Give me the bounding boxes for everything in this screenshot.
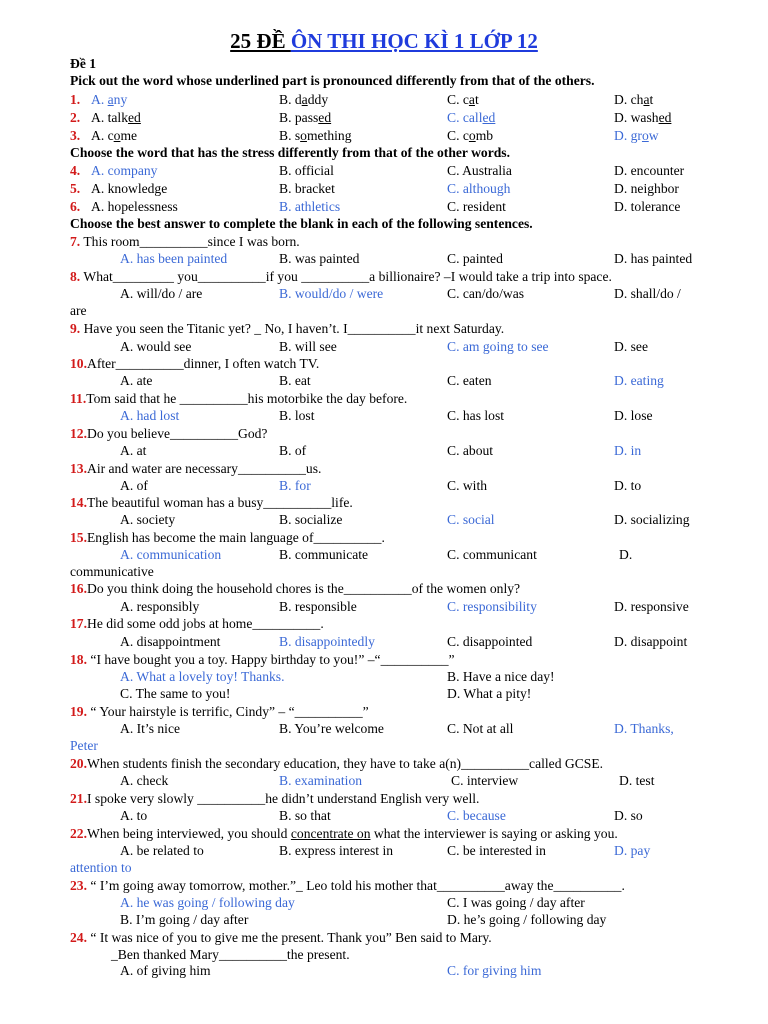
option-c[interactable]: C. am going to see	[447, 339, 549, 354]
question-3: 3.	[70, 128, 81, 143]
question-7: 7. This room__________since I was born.	[70, 234, 300, 249]
option-d[interactable]: D. eating	[614, 373, 664, 388]
option-d[interactable]: D. shall/do /	[614, 286, 681, 301]
option-d-continued: attention to	[70, 860, 132, 875]
question-24: 24. “ It was nice of you to give me the present. Thank you” Ben said to Mary.	[70, 930, 492, 945]
option-b[interactable]: B. daddy	[279, 92, 329, 107]
question-20: 20.When students finish the secondary education, they have to take a(n)__________called GCSE.	[70, 756, 604, 771]
option-c[interactable]: C. responsibility	[447, 599, 537, 614]
option-d[interactable]: D. disappoint	[614, 634, 688, 649]
section-heading: Choose the best answer to complete the blank in each of the following sentences.	[70, 216, 533, 231]
option-d[interactable]: D. so	[614, 808, 643, 823]
question-13: 13.Air and water are necessary__________us.	[70, 461, 322, 476]
option-a[interactable]: A. knowledge	[91, 181, 168, 196]
question-2: 2.	[70, 110, 81, 125]
option-c[interactable]: C. I was going / day after	[447, 895, 585, 910]
question-18: 18. “I have bought you a toy. Happy birthday to you!” –“__________”	[70, 652, 455, 667]
question-5: 5.	[70, 181, 81, 196]
option-a[interactable]: A. at	[120, 443, 147, 458]
question-1: 1.	[70, 92, 81, 107]
option-b[interactable]: B. responsible	[279, 599, 357, 614]
option-b[interactable]: B. will see	[279, 339, 337, 354]
option-a[interactable]: A. responsibly	[120, 599, 200, 614]
option-c[interactable]: C. can/do/was	[447, 286, 525, 301]
option-c[interactable]: C. for giving him	[447, 963, 542, 978]
option-b[interactable]: B. official	[279, 163, 334, 178]
option-a[interactable]: A. check	[120, 773, 169, 788]
option-c[interactable]: C. with	[447, 478, 488, 493]
option-b[interactable]: B. express interest in	[279, 843, 394, 858]
question-11: 11.Tom said that he __________his motorbike the day before.	[70, 391, 408, 406]
option-c[interactable]: C. communicant	[447, 547, 537, 562]
question-9: 9. Have you seen the Titanic yet? _ No, I haven’t. I__________it next Saturday.	[70, 321, 505, 336]
option-b[interactable]: B. lost	[279, 408, 315, 423]
question-6: 6.	[70, 199, 81, 214]
question-14: 14.The beautiful woman has a busy__________life.	[70, 495, 353, 510]
option-d[interactable]: D. encounter	[614, 163, 685, 178]
option-c[interactable]: C. called	[447, 110, 496, 125]
option-a[interactable]: A. any	[91, 92, 128, 107]
set-label: Đề 1	[70, 56, 97, 71]
option-c[interactable]: C. Not at all	[447, 721, 514, 736]
option-d[interactable]: D. What a pity!	[447, 686, 532, 701]
question-10: 10.After__________dinner, I often watch TV.	[70, 356, 320, 371]
option-d[interactable]: D. washed	[614, 110, 672, 125]
option-c[interactable]: C. comb	[447, 128, 494, 143]
option-d[interactable]: D. has painted	[614, 251, 693, 266]
option-a[interactable]: A. ate	[120, 373, 153, 388]
option-b[interactable]: B. was painted	[279, 251, 360, 266]
option-c[interactable]: C. because	[447, 808, 506, 823]
page-title: 25 ĐỀ ÔN THI HỌC KÌ 1 LỚP 12	[230, 29, 538, 53]
question-17: 17.He did some odd jobs at home__________.	[70, 616, 324, 631]
option-d[interactable]: D. see	[614, 339, 648, 354]
question-23: 23. “ I’m going away tomorrow, mother.”_ Leo told his mother that__________away the__________.	[70, 878, 625, 893]
option-a[interactable]: A. will/do / are	[120, 286, 203, 301]
option-c[interactable]: C. although	[447, 181, 511, 196]
option-a[interactable]: A. talked	[91, 110, 141, 125]
question-15: 15.English has become the main language of__________.	[70, 530, 385, 545]
question-19: 19. “ Your hairstyle is terrific, Cindy” – “__________”	[70, 704, 369, 719]
question-16: 16.Do you think doing the household chores is the__________of the women only?	[70, 581, 521, 596]
section-heading: Choose the word that has the stress differently from that of the other words.	[70, 145, 510, 160]
question-4: 4.	[70, 163, 81, 178]
option-b[interactable]: B. I’m going / day after	[120, 912, 249, 927]
option-d[interactable]: D. to	[614, 478, 642, 493]
option-c[interactable]: C. about	[447, 443, 494, 458]
option-c[interactable]: C. painted	[447, 251, 503, 266]
option-d[interactable]: D. tolerance	[614, 199, 681, 214]
option-b[interactable]: B. for	[279, 478, 311, 493]
option-d-continued: communicative	[70, 564, 154, 579]
option-d[interactable]: D. pay	[614, 843, 651, 858]
option-b[interactable]: B. examination	[279, 773, 363, 788]
option-c[interactable]: C. interview	[451, 773, 519, 788]
option-c[interactable]: C. resident	[447, 199, 506, 214]
option-a[interactable]: A. be related to	[120, 843, 204, 858]
option-d[interactable]: D. grow	[614, 128, 659, 143]
option-d[interactable]: D. lose	[614, 408, 653, 423]
option-b[interactable]: B. socialize	[279, 512, 343, 527]
question-24-rewrite: _Ben thanked Mary__________the present.	[111, 947, 350, 962]
option-c[interactable]: C. eaten	[447, 373, 492, 388]
option-a[interactable]: A. would see	[120, 339, 192, 354]
option-b[interactable]: B. Have a nice day!	[447, 669, 555, 684]
option-a[interactable]: A. It’s nice	[120, 721, 181, 736]
option-b[interactable]: B. communicate	[279, 547, 369, 562]
section-heading: Pick out the word whose underlined part is pronounced differently from that of the others.	[70, 73, 595, 88]
option-b[interactable]: B. disappointedly	[279, 634, 375, 649]
question-22: 22.When being interviewed, you should concentrate on what the interviewer is saying or asking you.	[70, 826, 618, 841]
option-b[interactable]: B. eat	[279, 373, 311, 388]
option-b[interactable]: B. would/do / were	[279, 286, 384, 301]
question-12: 12.Do you believe__________God?	[70, 426, 268, 441]
option-d[interactable]: D. socializing	[614, 512, 690, 527]
option-c[interactable]: C. cat	[447, 92, 479, 107]
option-d[interactable]: D. test	[619, 773, 655, 788]
question-8: 8. What_________ you__________if you __________a billionaire? –I would take a trip into space.	[70, 269, 612, 284]
option-b[interactable]: B. so that	[279, 808, 331, 823]
option-d[interactable]: D. responsive	[614, 599, 689, 614]
option-a[interactable]: A. of giving him	[120, 963, 211, 978]
option-a[interactable]: A. company	[91, 163, 158, 178]
option-a[interactable]: A. society	[120, 512, 176, 527]
option-b[interactable]: B. athletics	[279, 199, 341, 214]
option-d-continued: Peter	[70, 738, 98, 753]
option-a[interactable]: A. to	[120, 808, 148, 823]
option-c[interactable]: C. has lost	[447, 408, 505, 423]
option-b[interactable]: B. of	[279, 443, 307, 458]
option-a[interactable]: A. of	[120, 478, 148, 493]
option-a[interactable]: A. communication	[120, 547, 222, 562]
option-b[interactable]: B. passed	[279, 110, 332, 125]
option-c[interactable]: C. be interested in	[447, 843, 546, 858]
option-b[interactable]: B. something	[279, 128, 352, 143]
option-d[interactable]: D.	[619, 547, 633, 562]
option-d[interactable]: D. in	[614, 443, 642, 458]
option-d[interactable]: D. he’s going / following day	[447, 912, 607, 927]
option-b[interactable]: B. You’re welcome	[279, 721, 384, 736]
option-a[interactable]: A. he was going / following day	[120, 895, 295, 910]
option-c[interactable]: C. Australia	[447, 163, 512, 178]
option-a[interactable]: A. disappointment	[120, 634, 221, 649]
question-21: 21.I spoke very slowly __________he didn’t understand English very well.	[70, 791, 480, 806]
option-d[interactable]: D. Thanks,	[614, 721, 674, 736]
option-a[interactable]: A. What a lovely toy! Thanks.	[120, 669, 285, 684]
option-d-continued: are	[70, 303, 87, 318]
option-c[interactable]: C. The same to you!	[120, 686, 231, 701]
option-a[interactable]: A. come	[91, 128, 138, 143]
option-b[interactable]: B. bracket	[279, 181, 335, 196]
option-a[interactable]: A. has been painted	[120, 251, 228, 266]
option-a[interactable]: A. hopelessness	[91, 199, 178, 214]
option-a[interactable]: A. had lost	[120, 408, 180, 423]
option-d[interactable]: D. neighbor	[614, 181, 679, 196]
option-c[interactable]: C. social	[447, 512, 495, 527]
option-d[interactable]: D. chat	[614, 92, 654, 107]
option-c[interactable]: C. disappointed	[447, 634, 533, 649]
